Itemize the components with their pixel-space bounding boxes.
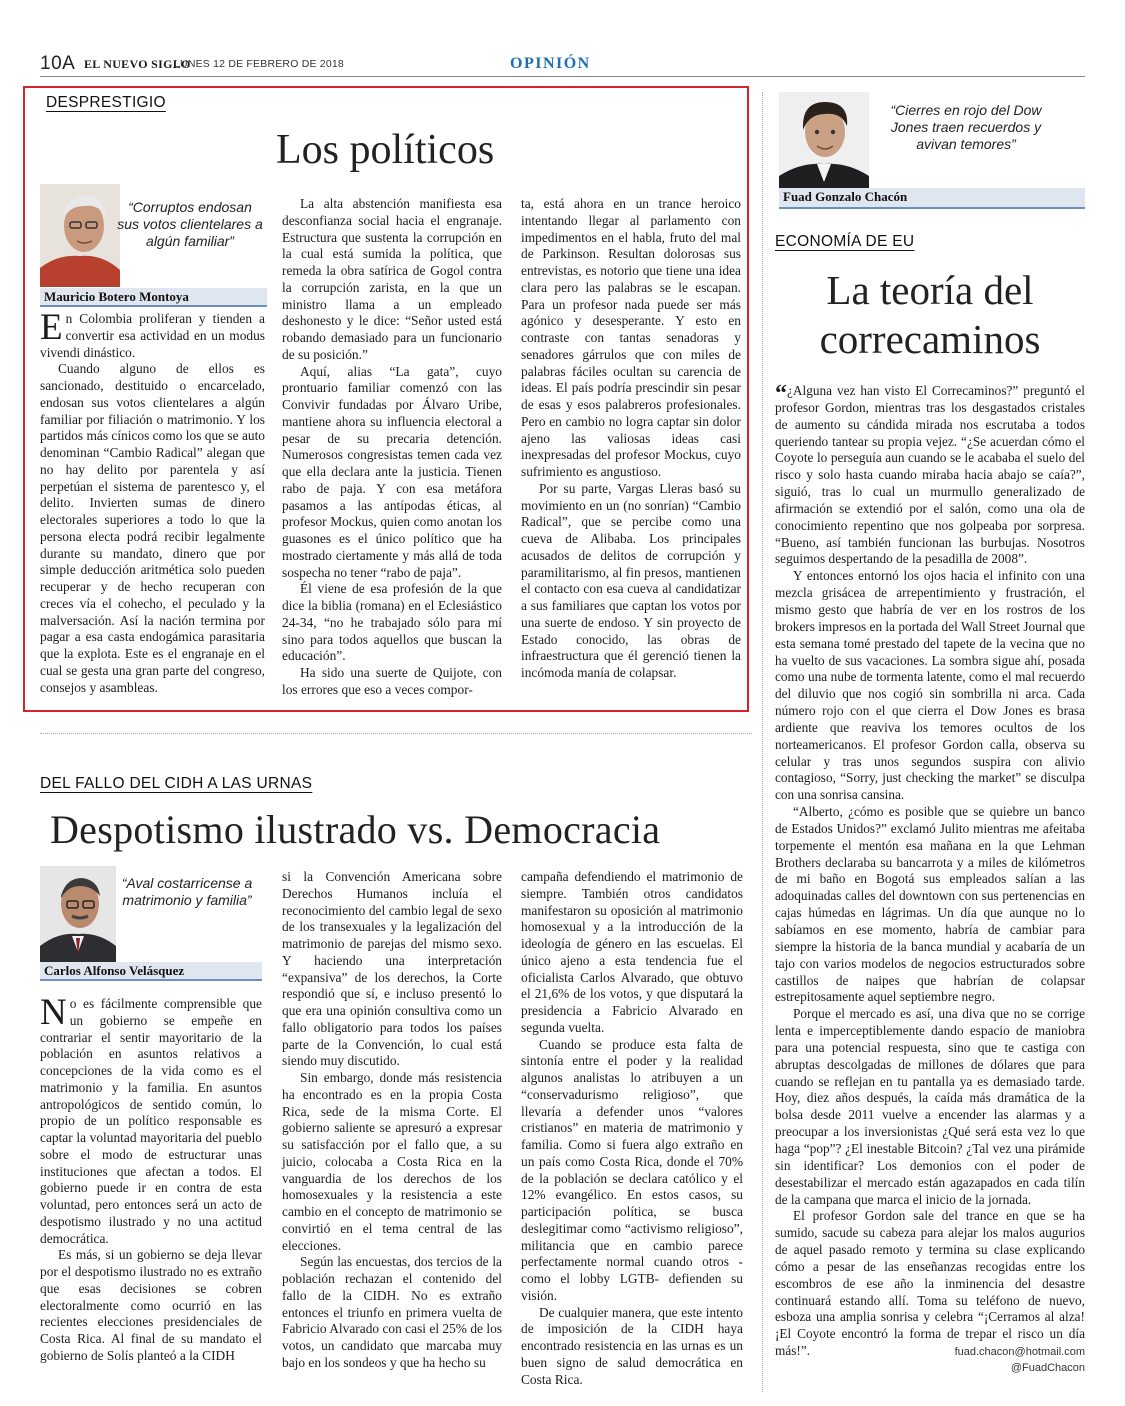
portrait-icon [40, 184, 120, 287]
masthead-rule [40, 76, 1085, 77]
article2-kicker: DEL FALLO DEL CIDH A LAS URNAS [40, 775, 313, 792]
author-email[interactable]: fuad.chacon@hotmail.com [954, 1346, 1085, 1358]
article2-column-2: si la Convención Americana sobre Derechos Humanos incluía el reconocimiento del cambio legal de sexo de los transexuales y la legalización del matrimonio de parejas del mismo sexo. Y haciendo una interpretación “expansiva” de los derechos, la Corte respondió que sí, e incluso presentó lo que era una opinión consultiva como un fallo obligatorio para todos los países parte de la Convención, lo cual está siendo muy discutido. Sin embargo, donde más resistencia ha encontrado es en la propia Costa Rica, sede de la misma Corte. El gobierno saliente se apresuró a expresar su satisfacción por el fallo que, a su juicio, colocaba a Costa Rica en la vanguardia de los derechos de los homosexuales y la resistencia a este cambio en el concepto de matrimonio se convirtió en el tema central de las elecciones. Según las encuestas, dos tercios de la población rechazan el contenido del fallo de la CIDH. No es extraño entonces el triunfo en primera vuelta de Fabricio Alvarado con casi el 25% de los votos, un candidato que marcaba muy bajo en los sondeos y que ha hecho su [282, 869, 502, 1370]
article3-body: “¿Alguna vez han visto El Correcaminos?” preguntó el profesor Gordon, mientras tras los desgastados cristales de aumento su cándida mirada nos escrutaba a todos queriendo tantear su propia vejez. “¿Se acuerdan cómo el Coyote lo perseguía aun cuando se le acababa el suelo del risco y solo hasta cuando miraba hacia abajo se caía?”, siguió, tras lo cual un murmullo generalizado de afirmación se extendió por el salón, como una ola de conocimiento repentino que nos golpeaba por sorpresa. “Bueno, así también funcionan las burbujas. Nosotros seguimos despertando de la pesadilla de 2008”. Y entonces entornó los ojos hacia el infinito con una mezcla grisácea de arrepentimiento y frustración, el mismo gesto que habría de ver en los rostros de los brokers impresos en la portada del Wall Street Journal que esta semana tomé prestado del tapete de la vecina que no ha vuelto de sus vacaciones. La sombra sigue ahí, posada como una nube de tormenta latente, como el mal recuerdo del diluvio que nos cogió sin sombrilla ni arca. Cada número rojo con el que cierra el Dow Jones es brasa ardiente que reaviva los temores ocultos de los norteamericanos. El profesor Gordon calla, observa su celular y tras unos segundos suspira con alivio contagioso, “Sorry, just checking the market” se disculpa con una sonrisa cansina. “Alberto, ¿cómo es posible que se quiebre un banco de Estados Unidos?” exclamó Julito mientras me afeitaba torpemente el mentón esa mañana en la que Lehman Brothers declaraba su bancarrota y a miles de kilómetros de mi baño en Bogotá sus empleados salían a las adoquinadas calles del downtown con sus pertenencias en cajas húmedas en lágrimas. Un día que aunque no lo sabíamos en ese momento, habría de cambiar para siempre la historia de la banca mundial y acabaría de un tajo con varios modelos de negocios estructurados sobre castillos de naipes que habrían de colapsar estrepitosamente aquel septiembre negro. Porque el mercado es así, una diva que no se corrige lenta e imperceptiblemente dando espacio de maniobra para una potencial respuesta, sino que te castiga con abruptas descolgadas de millones de dólares que para cuando se reflejan en tu pantalla ya es demasiado tarde. Hoy, diez años después, la caída más dramática de la bolsa desde 2011 vuelve a encender las alarmas y a preocupar a los inversionistas ¿Qué será esta vez lo que haga “pop”? ¿El inestable Bitcoin? ¿Tal vez una pirámide sin identificar? Los demonios con el poder de desestabilizar el mercado están agazapados en cada tilín de la campana que marca el inicio de la jornada. El profesor Gordon sale del trance en que se ha sumido, sacude su cabeza para alejar los malos augurios de aquel pasado remoto y termina su clase explicando cómo a pesar de las enseñanzas recogidas entre los escombros de ese año la inminencia del desastre continuará estando allí. Toma su teléfono de nuevo, esboza una amplia sonrisa y celebra “¡Cerramos al alza! ¡El Coyote encontró la forma de trepar el risco un día más!”. [775, 381, 1085, 1359]
article3-kicker: ECONOMÍA DE EU [775, 233, 915, 250]
drop-cap: E [40, 307, 63, 348]
article1-column-3: ta, está ahora en un trance heroico intentando llegar al parlamento con impedimentos en el habla, fruto del mal de Parkinson. Resultan dolorosas sus entrevistas, es notorio que tiene una idea clara pero las palabras se le escapan. Para un profesor nada puede ser más agónico y desesperante. Y esto en contraste con tantas senadoras y senadores gárrulos que con miles de palabras fáciles ocultan su carencia de ideas. El país podría prescindir sin pesar de esas y esos palabreros profesionales. Pero en cambio no logra captar sin dolor ajeno las valiosas ideas casi inexpresadas del profesor Mockus, cuyo sufrimiento es angustioso. Por su parte, Vargas Lleras basó su movimiento en un (no sonrían) “Cambio Radical”, que se percibe como una cueva de Alibaba. Los principales acusados de delitos de corrupción y paramilitarismo, al fin presos, mantienen el contacto con esa cueva al candidatizar a sus familiares que captan los votos por una suerte de endoso. Y sin proyecto de Estado conocido, las obras de infraestructura que él gerenció tienen la incómoda manía de colapsar. [521, 196, 741, 680]
portrait-icon [40, 866, 116, 962]
page-number: 10A [40, 53, 76, 74]
open-quote: “ [775, 381, 787, 407]
issue-date: LUNES 12 DE FEBRERO DE 2018 [174, 58, 344, 70]
article1-title: Los políticos [276, 127, 495, 173]
column-divider [762, 92, 763, 1392]
article1-column-2: La alta abstención manifiesta esa desconfianza social hacia el engranaje. Estructura que sustenta la corrupción en la cual está sumida la política, que remeda la obra satírica de Gogol contra la corrupción zarista, en la que un ministro llama a un empleado deshonesto y le dice: “Señor usted está robando demasiado para un funcionario de su posición.” Aquí, alias “La gata”, cuyo prontuario familiar comenzó con las Convivir fundadas por Álvaro Uribe, mantiene ahora su influencia electoral a pesar de su precaria detención. Numerosos congresistas temen cada vez que ella declara ante la justicia. Tienen rabo de paja. Y con esa metáfora pasamos a las antípodas éticas, al profesor Mockus, quien como anotan los guasones es el único político que ha mostrado ciertamente y más allá de toda sospecha no tener “rabo de paja”. Él viene de esa profesión de la que dice la biblia (romana) en el Eclesiástico 24-34, “no he trabajado sólo para mí sino para todos aquellos que buscan la educación”. Ha sido una suerte de Quijote, con los errores que eso a veces compor- [282, 196, 502, 697]
article3-quote: “Cierres en rojo del Dow Jones traen recuerdos y avivan temores” [890, 102, 1042, 152]
article1-column-1: En Colombia proliferan y tienden a convertir esa actividad en un modus vivendi dinástico. Cuando alguno de ellos es sancionado, destituido o encarcelado, endosan sus votos clientelares a algún familiar por filiación o matrimonio. Y los partidos más cínicos como los que se auto denominan “Cambio Radical” alegan que no hay delito por parentela y así perpetúan el sistema de parentesco y, el delito. Invierten sumas de dinero electorales superiores a todo lo que la persona electa podrá recibir legalmente durante su mandato, dinero que por simple deducción aritmética solo pueden recuperar y de hecho recuperan con creces vía el cohecho, el peculado y la malversación. Así la nación termina por pagar a esa casta endogámica parasitaria que la explota. Este es el engranaje en el cual se gesta una gran parte del congreso, consejos y asambleas. [40, 307, 265, 695]
article2-column-1: No es fácilmente comprensible que un gobierno se empeñe en contrariar el sentir mayoritario de la población en asuntos relativos a concepciones de la vida como es el matrimonio y la familia. En asuntos antropológicos de sentido común, lo propio de un político responsable es captar la voluntad mayoritaria del pueblo sobre el modo de estructurar unas instituciones que afectan a todos. El gobierno puede ir en contra de esta voluntad, pero entonces será un acto de despotismo ilustrado y no una actitud democrática. Es más, si un gobierno se deja llevar por el despotismo ilustrado no es extraño que esas decisiones se cobren electoralmente como ocurrió en las recientes elecciones presidenciales de Costa Rica. Al final de su mandato el gobierno de Solís planteó a la CIDH [40, 992, 262, 1363]
article2-column-3: campaña defendiendo el matrimonio de siempre. También otros candidatos manifestaron su oposición al matrimonio homosexual y a la introducción de la ideología de género en las escuelas. El único ajeno a esta tendencia fue el oficialista Carlos Alvarado, que obtuvo el 21,6% de los votos, y que disputará la presidencia a Fabricio Alvarado en segunda vuelta. Cuando se produce esta falta de sintonía entre el poder y la realidad algunos analistas lo atribuyen a un “conservadurismo religioso”, que llevaría a defender unos “valores cristianos” en materia de matrimonio y familia. Como si fuera algo extraño en un país como Costa Rica, donde el 70% de la población se declara católico y el 12% evangélico. En estos casos, su participación política, se busca deslegitimar como “activismo religioso”, militancia que en cambio parece perfectamente normal cuando otros -como el lobby LGTB- defienden su visión. De cualquier manera, que este intento de imposición de la CIDH haya encontrado resistencia en las urnas es un buen signo de salud democrática en Costa Rica. [521, 869, 743, 1387]
article-divider [40, 733, 752, 734]
article1-author: Mauricio Botero Montoya [40, 288, 267, 307]
article3-title-line-2: correcaminos [819, 316, 1041, 362]
portrait-icon [779, 92, 869, 188]
article1-kicker: DESPRESTIGIO [46, 94, 166, 111]
article3-author: Fuad Gonzalo Chacón [779, 188, 1085, 209]
drop-cap: N [40, 992, 67, 1033]
section-name: OPINIÓN [510, 55, 591, 72]
article2-title: Despotismo ilustrado vs. Democracia [50, 807, 661, 852]
article2-author: Carlos Alfonso Velásquez [40, 962, 262, 981]
article1-quote: “Corruptos endosan sus votos clientelares a algún familiar” [117, 199, 263, 249]
newspaper-name: EL NUEVO SIGLO [84, 57, 191, 71]
article3-title-line-1: La teoría del [826, 267, 1034, 313]
author-twitter[interactable]: @FuadChacon [1010, 1362, 1085, 1374]
article2-quote: “Aval costarricense a matrimonio y familia” [121, 875, 253, 908]
article3-title [775, 266, 1085, 364]
